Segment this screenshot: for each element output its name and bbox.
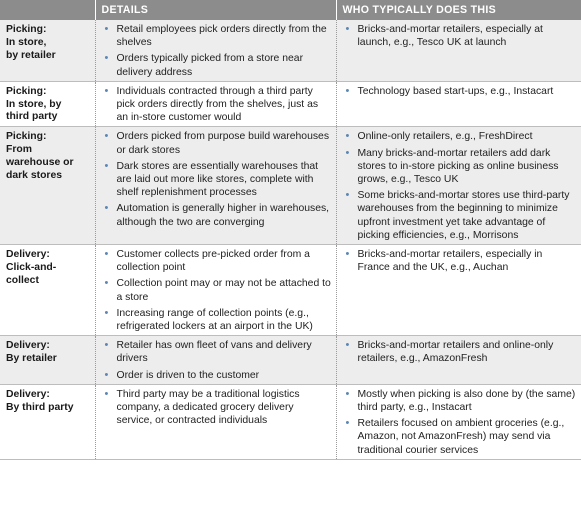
header-row bbox=[0, 0, 581, 20]
who-bullet-list bbox=[341, 130, 578, 242]
bullet-icon: • bbox=[345, 130, 350, 143]
bullet-item bbox=[100, 23, 332, 49]
header-who: WHO TYPICALLY DOES THIS bbox=[336, 0, 581, 20]
row-who-cell bbox=[336, 384, 581, 459]
bullet-text: Dark stores are essentially warehouses that are laid out more like stores, complete with shelf replenishment processes bbox=[116, 160, 319, 199]
bullet-text: Retail employees pick orders directly from the shelves bbox=[116, 24, 327, 49]
table-row bbox=[0, 20, 581, 81]
bullet-icon: • bbox=[104, 387, 109, 400]
row-who-cell bbox=[336, 245, 581, 336]
table-body bbox=[0, 20, 581, 459]
bullet-text: Retailer has own fleet of vans and delivery drivers bbox=[116, 340, 312, 365]
bullet-text: Bricks-and-mortar retailers, especially in France and the UK, e.g., Auchan bbox=[357, 249, 543, 274]
bullet-icon: • bbox=[345, 387, 350, 400]
bullet-item bbox=[341, 130, 578, 143]
bullet-item bbox=[100, 388, 332, 428]
bullet-text: Some bricks-and-mortar stores use third-party warehouses from the beginning to minimize upfront investment yet take advantage of picking efficiencies, e.g., Morrisons bbox=[357, 190, 570, 241]
bullet-icon: • bbox=[104, 306, 109, 319]
bullet-icon: • bbox=[104, 52, 109, 65]
bullet-item bbox=[100, 339, 332, 365]
table-row bbox=[0, 127, 581, 245]
bullet-icon: • bbox=[104, 130, 109, 143]
table-row bbox=[0, 81, 581, 127]
bullet-item bbox=[341, 189, 578, 242]
bullet-item bbox=[100, 307, 332, 333]
bullet-text: Automation is generally higher in warehouses, although the two are converging bbox=[116, 203, 330, 228]
row-details-cell bbox=[95, 245, 336, 336]
row-who-cell bbox=[336, 81, 581, 127]
row-details-cell bbox=[95, 336, 336, 385]
bullet-item bbox=[341, 23, 578, 49]
table-header bbox=[0, 0, 581, 20]
bullet-text: Many bricks-and-mortar retailers add dark stores to in-store picking as online business grows, e.g., Tesco UK bbox=[357, 147, 559, 186]
bullet-item bbox=[100, 277, 332, 303]
bullet-icon: • bbox=[104, 368, 109, 381]
details-bullet-list bbox=[100, 248, 332, 333]
bullet-item bbox=[341, 248, 578, 274]
row-category-cell bbox=[0, 245, 95, 336]
bullet-item bbox=[100, 248, 332, 274]
bullet-text: Orders picked from purpose build warehouses or dark stores bbox=[116, 131, 330, 156]
row-who-cell bbox=[336, 127, 581, 245]
bullet-text: Customer collects pre-picked order from a collection point bbox=[116, 249, 310, 274]
row-category-cell bbox=[0, 81, 95, 127]
bullet-item bbox=[341, 388, 578, 414]
details-bullet-list bbox=[100, 339, 332, 382]
bullet-text: Collection point may or may not be attached to a store bbox=[116, 278, 331, 303]
details-bullet-list bbox=[100, 23, 332, 79]
row-details-cell bbox=[95, 384, 336, 459]
bullet-icon: • bbox=[345, 417, 350, 430]
bullet-icon: • bbox=[104, 159, 109, 172]
bullet-text: Bricks-and-mortar retailers, especially at launch, e.g., Tesco UK at launch bbox=[357, 24, 543, 49]
bullet-item bbox=[100, 202, 332, 228]
bullet-icon: • bbox=[345, 189, 350, 202]
bullet-item bbox=[341, 85, 578, 98]
who-bullet-list bbox=[341, 388, 578, 457]
bullet-text: Order is driven to the customer bbox=[116, 369, 260, 381]
row-details-cell bbox=[95, 127, 336, 245]
bullet-item bbox=[100, 85, 332, 125]
bullet-item bbox=[341, 339, 578, 365]
who-bullet-list bbox=[341, 23, 578, 49]
who-bullet-list bbox=[341, 339, 578, 365]
bullet-text: Retailers focused on ambient groceries (e.g., Amazon, not AmazonFresh) may send via traditional courier services bbox=[357, 418, 565, 456]
table-row bbox=[0, 384, 581, 459]
bullet-text: Bricks-and-mortar retailers and online-only retailers, e.g., AmazonFresh bbox=[357, 340, 554, 365]
row-category: Delivery: By retailer bbox=[6, 340, 57, 365]
bullet-icon: • bbox=[345, 23, 350, 35]
row-details-cell bbox=[95, 20, 336, 81]
details-bullet-list bbox=[100, 388, 332, 428]
bullet-text: Increasing range of collection points (e.g., refrigerated lockers at an airport in the UK) bbox=[116, 307, 313, 333]
details-bullet-list bbox=[100, 130, 332, 228]
bullet-text: Third party may be a traditional logistics company, a dedicated grocery delivery service, or contracted individuals bbox=[116, 388, 300, 427]
row-category: Picking: In store, by retailer bbox=[6, 24, 56, 61]
row-category-cell bbox=[0, 336, 95, 385]
bullet-item bbox=[100, 52, 332, 78]
bullet-text: Mostly when picking is also done by (the same) third party, e.g., Instacart bbox=[357, 388, 576, 414]
row-category: Delivery: By third party bbox=[6, 388, 74, 413]
who-bullet-list bbox=[341, 248, 578, 274]
details-bullet-list bbox=[100, 85, 332, 125]
table-row bbox=[0, 245, 581, 336]
row-category-cell bbox=[0, 127, 95, 245]
bullet-item bbox=[100, 160, 332, 200]
row-who-cell bbox=[336, 20, 581, 81]
bullet-icon: • bbox=[104, 248, 109, 261]
row-category: Picking: From warehouse or dark stores bbox=[6, 131, 74, 181]
row-category-cell bbox=[0, 20, 95, 81]
table-row bbox=[0, 336, 581, 385]
bullet-item bbox=[100, 369, 332, 382]
bullet-text: Online-only retailers, e.g., FreshDirect bbox=[357, 131, 533, 143]
bullet-item bbox=[341, 417, 578, 457]
who-bullet-list bbox=[341, 85, 578, 98]
bullet-text: Individuals contracted through a third party pick orders directly from the shelves, just as an in-store customer would bbox=[116, 85, 319, 124]
bullet-icon: • bbox=[345, 248, 350, 261]
bullet-icon: • bbox=[345, 146, 350, 159]
bullet-text: Orders typically picked from a store near delivery address bbox=[116, 53, 304, 78]
row-details-cell bbox=[95, 81, 336, 127]
bullet-icon: • bbox=[104, 339, 109, 352]
bullet-icon: • bbox=[345, 339, 350, 352]
row-category: Picking: In store, by third party bbox=[6, 85, 62, 123]
header-details: DETAILS bbox=[95, 0, 336, 20]
row-who-cell bbox=[336, 336, 581, 385]
bullet-icon: • bbox=[104, 23, 109, 35]
bullet-icon: • bbox=[104, 277, 109, 290]
row-category-cell bbox=[0, 384, 95, 459]
row-category: Delivery: Click-and- collect bbox=[6, 249, 57, 286]
bullet-icon: • bbox=[104, 202, 109, 215]
header-category bbox=[0, 0, 95, 20]
bullet-icon: • bbox=[104, 84, 109, 97]
bullet-item bbox=[341, 147, 578, 187]
bullet-item bbox=[100, 130, 332, 156]
bullet-text: Technology based start-ups, e.g., Instacart bbox=[357, 85, 554, 97]
bullet-icon: • bbox=[345, 84, 350, 97]
